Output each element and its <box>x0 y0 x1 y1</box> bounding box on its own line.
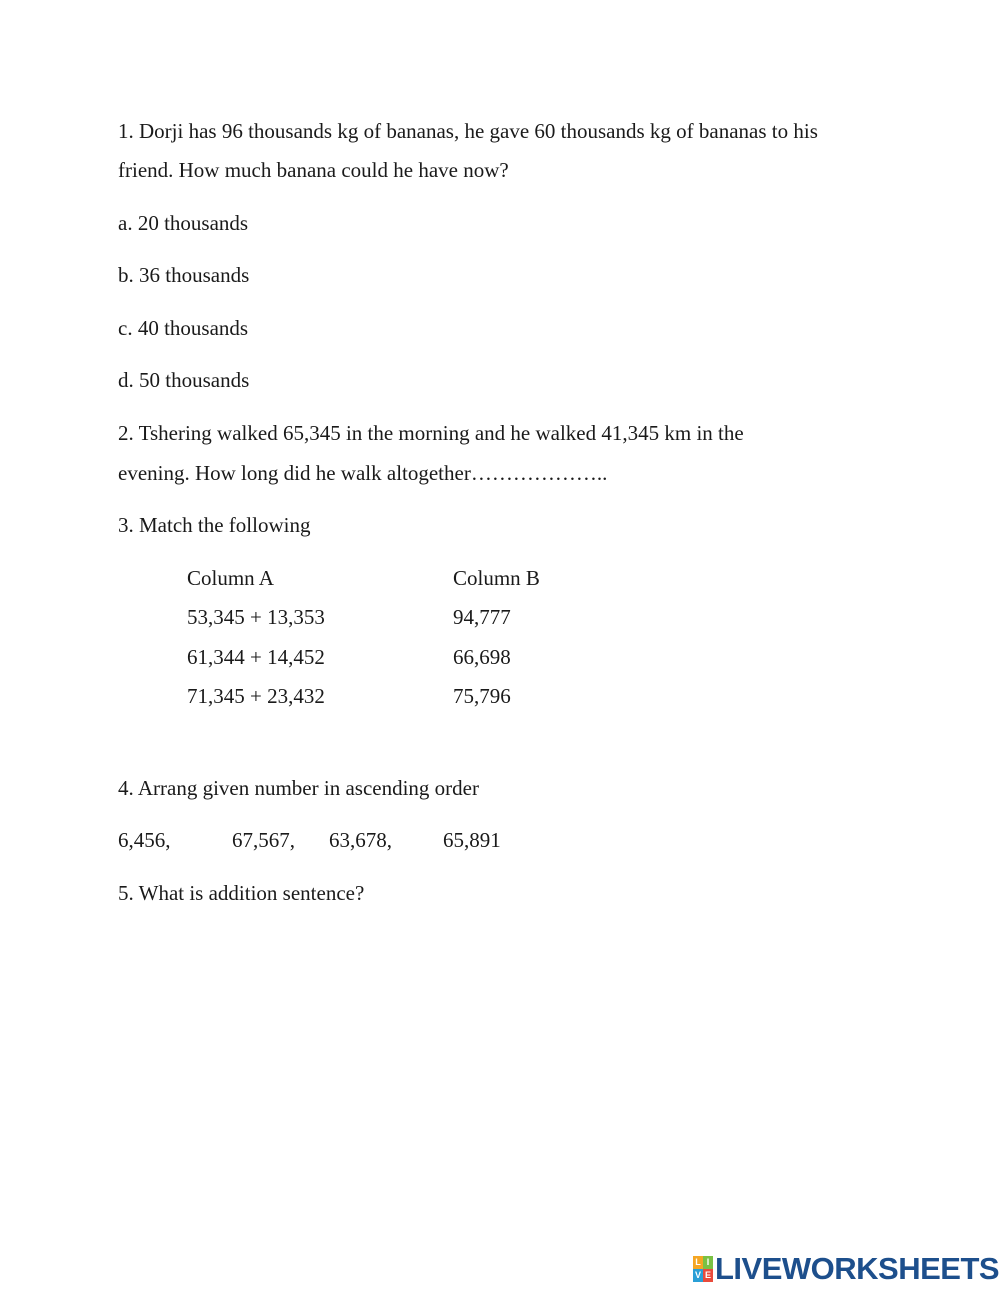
column-a-header: Column A <box>187 566 274 590</box>
q4-number: 63,678, <box>329 828 392 852</box>
q2-text-line-2: evening. How long did he walk altogether……………….. <box>118 461 608 485</box>
q4-number: 67,567, <box>232 828 295 852</box>
match-item-a[interactable]: 71,345 + 23,432 <box>187 684 325 708</box>
logo-mark-letter: V <box>694 1270 701 1280</box>
q5-prompt: 5. What is addition sentence? <box>118 881 365 905</box>
logo-mark-letter: I <box>703 1256 713 1269</box>
logo-mark-letter: E <box>704 1270 711 1280</box>
q3-prompt: 3. Match the following <box>118 513 311 537</box>
q1-option-d[interactable]: d. 50 thousands <box>118 368 250 392</box>
q4-prompt: 4. Arrang given number in ascending order <box>118 776 479 800</box>
column-b-header: Column B <box>453 566 540 590</box>
q1-text-line-2: friend. How much banana could he have now? <box>118 158 509 182</box>
q2-text-line-1: 2. Tshering walked 65,345 in the morning and he walked 41,345 km in the <box>118 421 744 445</box>
q1-text-line-1: 1. Dorji has 96 thousands kg of bananas, he gave 60 thousands kg of bananas to his <box>118 119 818 143</box>
q1-option-c[interactable]: c. 40 thousands <box>118 316 249 340</box>
match-item-b[interactable]: 75,796 <box>453 684 511 708</box>
q4-number: 65,891 <box>443 828 501 852</box>
logo-mark-letter: L <box>693 1256 703 1269</box>
match-item-a[interactable]: 61,344 + 14,452 <box>187 645 325 669</box>
liveworksheets-mark-icon <box>693 1256 713 1282</box>
liveworksheets-logo <box>693 1253 999 1285</box>
q4-number: 6,456, <box>118 828 171 852</box>
match-item-a[interactable]: 53,345 + 13,353 <box>187 605 325 629</box>
match-item-b[interactable]: 66,698 <box>453 645 511 669</box>
match-item-b[interactable]: 94,777 <box>453 605 511 629</box>
q1-option-a[interactable]: a. 20 thousands <box>118 211 249 235</box>
logo-text: LIVEWORKSHEETS <box>715 1251 1000 1286</box>
q1-option-b[interactable]: b. 36 thousands <box>118 263 250 287</box>
